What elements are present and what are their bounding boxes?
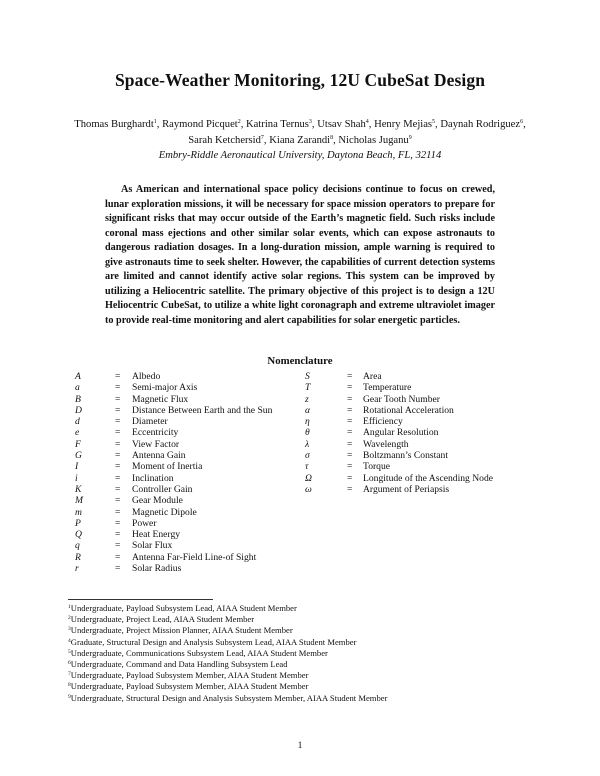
footnote-text: Undergraduate, Structural Design and Analysis Subsystem Member, AIAA Student Member <box>70 692 388 703</box>
footnote <box>68 637 387 648</box>
equals-sign: = <box>115 563 121 575</box>
equals-sign: = <box>347 371 353 382</box>
author-sup: 4 <box>365 119 369 125</box>
footnote-marker: 7 <box>68 671 71 678</box>
equals-sign: = <box>115 529 121 541</box>
nomenclature-definition: Torque <box>363 461 391 473</box>
author-sup: 2 <box>237 119 241 125</box>
nomenclature-symbol: z <box>305 393 309 405</box>
footnote-marker: 2 <box>68 615 71 622</box>
nomenclature-symbol: ω <box>305 483 312 495</box>
affiliation: Embry-Riddle Aeronautical University, Daytona Beach, FL, 32114 <box>158 150 442 161</box>
nomenclature-symbol: P <box>75 517 81 529</box>
equals-sign: = <box>115 450 121 462</box>
nomenclature-definition: Temperature <box>363 382 412 394</box>
footnote <box>68 693 387 704</box>
nomenclature-symbol: F <box>75 438 81 450</box>
nomenclature-symbol: σ <box>305 450 310 462</box>
nomenclature-symbol: θ <box>305 427 310 439</box>
nomenclature-definition: Gear Module <box>132 495 183 507</box>
footnote-marker: 5 <box>68 648 71 655</box>
equals-sign: = <box>115 393 121 405</box>
nomenclature-definition: Magnetic Dipole <box>132 506 197 518</box>
nomenclature-symbol: I <box>75 461 79 473</box>
equals-sign: = <box>347 461 353 473</box>
author-sup: 8 <box>330 135 334 141</box>
author-sup: 1 <box>153 119 157 125</box>
nomenclature-definition: Rotational Acceleration <box>363 404 454 416</box>
footnote <box>68 670 387 681</box>
nomenclature-definition: Wavelength <box>363 438 409 450</box>
equals-sign: = <box>347 450 353 462</box>
equals-sign: = <box>115 540 121 552</box>
nomenclature-definition: Controller Gain <box>132 483 193 495</box>
footnote <box>68 625 387 636</box>
footnote-text: Undergraduate, Command and Data Handling Subsystem Lead <box>70 658 288 669</box>
footnote <box>68 603 387 614</box>
nomenclature-definition: Inclination <box>132 472 174 484</box>
nomenclature-symbol: a <box>75 382 80 394</box>
nomenclature-definition: Eccentricity <box>132 427 179 439</box>
nomenclature-symbol: τ <box>305 461 309 473</box>
nomenclature-symbol: A <box>75 371 81 382</box>
equals-sign: = <box>347 382 353 394</box>
nomenclature-definition: Magnetic Flux <box>132 393 189 405</box>
footnote-marker: 1 <box>68 604 71 610</box>
equals-sign: = <box>115 483 121 495</box>
equals-sign: = <box>347 438 353 450</box>
equals-sign: = <box>115 427 121 439</box>
equals-sign: = <box>115 371 121 382</box>
equals-sign: = <box>115 517 121 529</box>
equals-sign: = <box>347 427 353 439</box>
equals-sign: = <box>347 416 353 428</box>
nomenclature-heading: Nomenclature <box>267 355 333 367</box>
nomenclature-symbol: λ <box>305 438 310 450</box>
nomenclature-definition: Power <box>132 517 157 529</box>
nomenclature-symbol: m <box>75 506 82 518</box>
equals-sign: = <box>115 382 121 394</box>
equals-sign: = <box>115 461 121 473</box>
equals-sign: = <box>115 495 121 507</box>
author: Kiana Zarandi <box>269 135 331 146</box>
author: Utsav Shah <box>317 119 366 130</box>
footnote-rule <box>68 599 213 600</box>
footnote-text: Undergraduate, Payload Subsystem Member, AIAA Student Member <box>70 681 309 692</box>
nomenclature-definition: Area <box>363 371 382 382</box>
nomenclature-symbol: M <box>75 495 83 507</box>
footnote <box>68 659 387 670</box>
nomenclature-definition: Solar Flux <box>132 540 173 552</box>
nomenclature-definition: Antenna Gain <box>132 450 186 462</box>
nomenclature-symbol: Q <box>75 529 82 541</box>
author: Daynah Rodriguez <box>440 119 521 130</box>
footnote-marker: 3 <box>68 626 71 633</box>
nomenclature-symbol: S <box>305 371 310 382</box>
nomenclature-definition: Boltzmann’s Constant <box>363 450 449 462</box>
footnote-marker: 8 <box>68 682 71 689</box>
footnote-text: Undergraduate, Payload Subsystem Lead, AIAA Student Member <box>70 603 297 613</box>
equals-sign: = <box>347 483 353 495</box>
nomenclature-definition: Albedo <box>132 371 161 382</box>
nomenclature-definition: Heat Energy <box>132 529 181 541</box>
equals-sign: = <box>347 404 353 416</box>
author: Thomas Burghardt <box>74 119 154 130</box>
nomenclature-symbol: r <box>75 563 79 575</box>
nomenclature-definition: Angular Resolution <box>363 427 439 439</box>
nomenclature-definition: Antenna Far-Field Line-of Sight <box>132 551 257 563</box>
nomenclature-symbol: q <box>75 540 80 552</box>
footnote-marker: 6 <box>68 659 71 666</box>
equals-sign: = <box>115 551 121 563</box>
author-sup: 7 <box>260 135 264 141</box>
nomenclature-definition: Gear Tooth Number <box>363 393 440 405</box>
nomenclature-definition: Efficiency <box>363 416 403 428</box>
page-number: 1 <box>297 740 303 751</box>
nomenclature-definition: Solar Radius <box>132 563 182 575</box>
footnote-marker: 9 <box>68 693 71 700</box>
nomenclature-symbol: K <box>75 483 82 495</box>
nomenclature-symbol: η <box>305 416 310 428</box>
footnote-text: Undergraduate, Project Mission Planner, AIAA Student Member <box>70 625 293 636</box>
equals-sign: = <box>115 416 121 428</box>
author-sup: 9 <box>408 135 412 141</box>
nomenclature-symbol: T <box>305 382 311 394</box>
footnote <box>68 614 387 625</box>
nomenclature-symbol: G <box>75 450 82 462</box>
nomenclature-symbol: i <box>75 472 78 484</box>
equals-sign: = <box>115 472 121 484</box>
footnote <box>68 681 387 692</box>
nomenclature-definition: Distance Between Earth and the Sun <box>132 404 273 416</box>
nomenclature-definition: View Factor <box>132 438 180 450</box>
author: Raymond Picquet <box>162 119 238 130</box>
nomenclature-symbol: R <box>75 551 81 563</box>
equals-sign: = <box>347 472 353 484</box>
footnote-text: Graduate, Structural Design and Analysis Subsystem Lead, AIAA Student Member <box>70 636 357 647</box>
equals-sign: = <box>115 404 121 416</box>
abstract: As American and international space policy decisions continue to focus on crewed, lunar exploration missions, it will be necessary for space mission operators to prepare for significant risks that may occur outside of the Earth’s magnetic field. Such risks include coronal mass ejections and other similar solar events, which can expose astronauts to dangerous radiation dosages. In a long-duration mission, ample warning is required to give astronauts time to seek shelter. However, the capabilities of current detection systems are limited and cannot identify active solar regions. This system can be improved by utilizing a Heliocentric satellite. The primary objective of this project is to design a 12U Heliocentric CubeSat, to utilize a white light coronagraph and extreme ultraviolet imager to provide real-time monitoring and alert capabilities for solar energetic particles. <box>105 184 495 326</box>
footnotes <box>68 603 387 704</box>
equals-sign: = <box>115 506 121 518</box>
author: Katrina Ternus <box>246 119 309 130</box>
nomenclature-symbol: e <box>75 427 80 439</box>
author-list: Thomas Burghardt$^1$, Raymond Picquet$^2$, Katrina Ternus$^3$, Utsav Shah$^4$, Henry Mejias$^5$, Daynah Rodriguez$^6$, Sarah Ketchersid$^7$, Kiana Zarandi$^8$, Nicholas Juganu$^9$ <box>74 119 526 146</box>
equals-sign: = <box>115 438 121 450</box>
nomenclature-symbol: d <box>75 416 80 428</box>
author: Nicholas Juganu <box>338 135 409 146</box>
author-sup: 5 <box>432 119 436 125</box>
footnote-marker: 4 <box>68 637 71 644</box>
nomenclature-symbol: B <box>75 393 81 405</box>
author-sup: 6 <box>520 119 524 125</box>
nomenclature-symbol: D <box>75 404 82 416</box>
paper-title: Space-Weather Monitoring, 12U CubeSat Design <box>114 70 486 90</box>
nomenclature-symbol: Ω <box>305 472 312 484</box>
author-sup: 3 <box>308 119 312 125</box>
nomenclature-definition: Moment of Inertia <box>132 461 203 473</box>
author: Sarah Ketchersid <box>188 135 261 146</box>
nomenclature-definition: Semi-major Axis <box>132 382 198 394</box>
nomenclature-definition: Argument of Periapsis <box>363 483 450 495</box>
equals-sign: = <box>347 393 353 405</box>
nomenclature-symbol: α <box>305 404 311 416</box>
nomenclature-definition: Longitude of the Ascending Node <box>363 472 494 484</box>
footnote-text: Undergraduate, Communications Subsystem Lead, AIAA Student Member <box>70 647 328 658</box>
footnote-text: Undergraduate, Payload Subsystem Member, AIAA Student Member <box>70 670 309 681</box>
author: Henry Mejias <box>374 119 433 130</box>
nomenclature-definition: Diameter <box>132 416 168 428</box>
footnote-text: Undergraduate, Project Lead, AIAA Student Member <box>70 614 255 625</box>
footnote <box>68 648 387 659</box>
